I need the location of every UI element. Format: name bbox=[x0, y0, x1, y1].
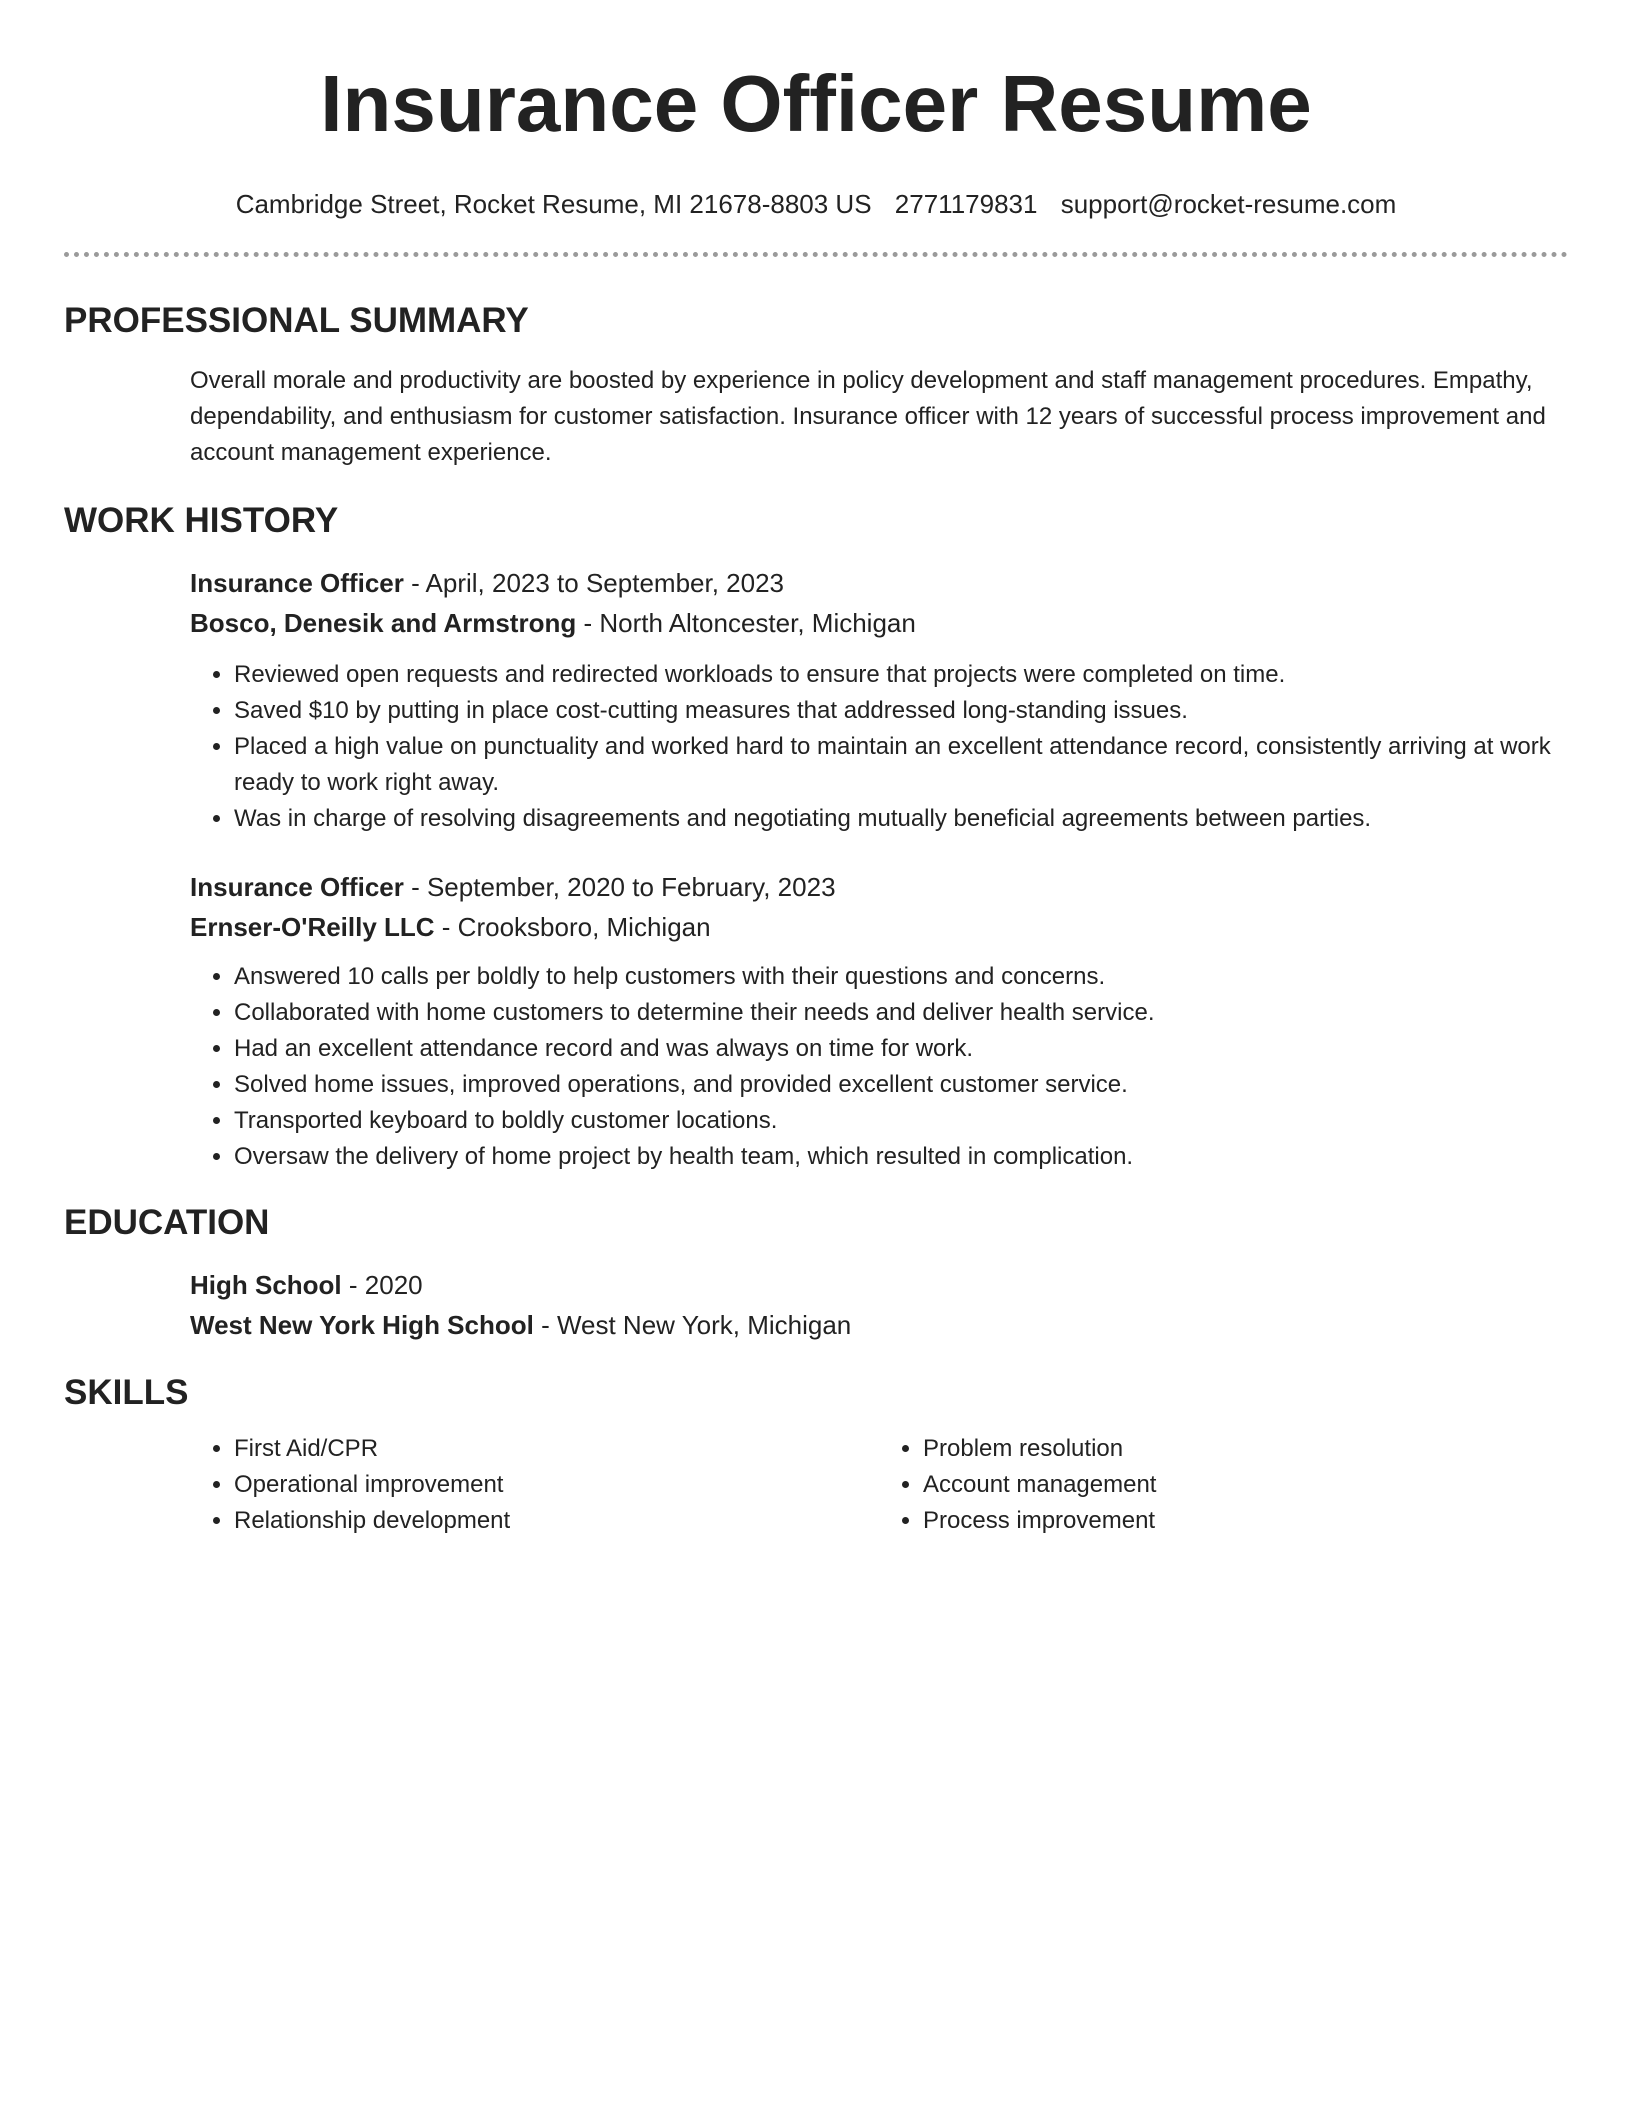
work-history-heading: WORK HISTORY bbox=[64, 501, 339, 540]
header-divider bbox=[64, 252, 1568, 257]
contact-phone: 2771179831 bbox=[894, 189, 1038, 219]
job-title-line bbox=[190, 563, 1568, 603]
list-item: • Had an excellent attendance record and was always on time for work. bbox=[234, 1031, 1568, 1067]
job-company: Ernser-O'Reilly LLC bbox=[190, 912, 435, 942]
skills-column-left bbox=[190, 1431, 879, 1539]
list-item: • Collaborated with home customers to determine their needs and deliver health service. bbox=[234, 995, 1568, 1031]
skills-heading: SKILLS bbox=[64, 1373, 189, 1412]
contact-email: support@rocket-resume.com bbox=[1060, 189, 1397, 219]
list-item: • First Aid/CPR bbox=[234, 1431, 879, 1467]
education-heading: EDUCATION bbox=[64, 1203, 270, 1242]
job-dates: - April, 2023 to September, 2023 bbox=[403, 568, 784, 598]
skills-column-right bbox=[879, 1431, 1568, 1539]
list-item: • Problem resolution bbox=[923, 1431, 1568, 1467]
summary-text: Overall morale and productivity are boosted by experience in policy development and staff management procedures. Empathy, dependability, and enthusiasm for customer satisfaction. Insurance officer with 12 years of successful process improvement and account management experience. bbox=[190, 367, 1546, 466]
education-degree-line bbox=[190, 1265, 1568, 1305]
list-item: • Operational improvement bbox=[234, 1467, 879, 1503]
education-location: - West New York, Michigan bbox=[533, 1310, 852, 1340]
job-location: - North Altoncester, Michigan bbox=[576, 608, 916, 638]
education-school: West New York High School bbox=[190, 1310, 534, 1340]
list-item: • Placed a high value on punctuality and worked hard to maintain an excellent attendance record, consistently arriving at work ready to work right away. bbox=[234, 729, 1568, 801]
job-bullets bbox=[190, 657, 1568, 837]
job-role: Insurance Officer bbox=[190, 872, 404, 902]
job-bullets bbox=[190, 959, 1568, 1175]
list-item: • Answered 10 calls per boldly to help customers with their questions and concerns. bbox=[234, 959, 1568, 995]
list-item: • Process improvement bbox=[923, 1503, 1568, 1539]
resume-title: Insurance Officer Resume bbox=[320, 59, 1312, 148]
skills-list bbox=[190, 1431, 1568, 1539]
job-company-line bbox=[190, 907, 1568, 947]
job-dates: - September, 2020 to February, 2023 bbox=[403, 872, 836, 902]
education-entry bbox=[190, 1265, 1568, 1345]
job-company-line bbox=[190, 603, 1568, 643]
job-entry bbox=[190, 867, 1568, 1175]
list-item: • Account management bbox=[923, 1467, 1568, 1503]
job-title-line bbox=[190, 867, 1568, 907]
job-company: Bosco, Denesik and Armstrong bbox=[190, 608, 577, 638]
list-item: • Transported keyboard to boldly customer locations. bbox=[234, 1103, 1568, 1139]
list-item: • Reviewed open requests and redirected workloads to ensure that projects were completed on time. bbox=[234, 657, 1568, 693]
job-entry bbox=[190, 563, 1568, 837]
job-location: - Crooksboro, Michigan bbox=[434, 912, 711, 942]
education-school-line bbox=[190, 1305, 1568, 1345]
list-item: • Was in charge of resolving disagreements and negotiating mutually beneficial agreements between parties. bbox=[234, 801, 1568, 837]
list-item: • Solved home issues, improved operations, and provided excellent customer service. bbox=[234, 1067, 1568, 1103]
list-item: • Saved $10 by putting in place cost-cutting measures that addressed long-standing issues. bbox=[234, 693, 1568, 729]
contact-address: Cambridge Street, Rocket Resume, MI 21678-8803 US bbox=[235, 189, 872, 219]
contact-line bbox=[64, 188, 1568, 220]
education-year: - 2020 bbox=[341, 1270, 423, 1300]
list-item: • Relationship development bbox=[234, 1503, 879, 1539]
list-item: • Oversaw the delivery of home project by health team, which resulted in complication. bbox=[234, 1139, 1568, 1175]
job-role: Insurance Officer bbox=[190, 568, 404, 598]
education-degree: High School bbox=[190, 1270, 342, 1300]
summary-heading: PROFESSIONAL SUMMARY bbox=[64, 301, 529, 340]
resume-page bbox=[64, 0, 1568, 1539]
